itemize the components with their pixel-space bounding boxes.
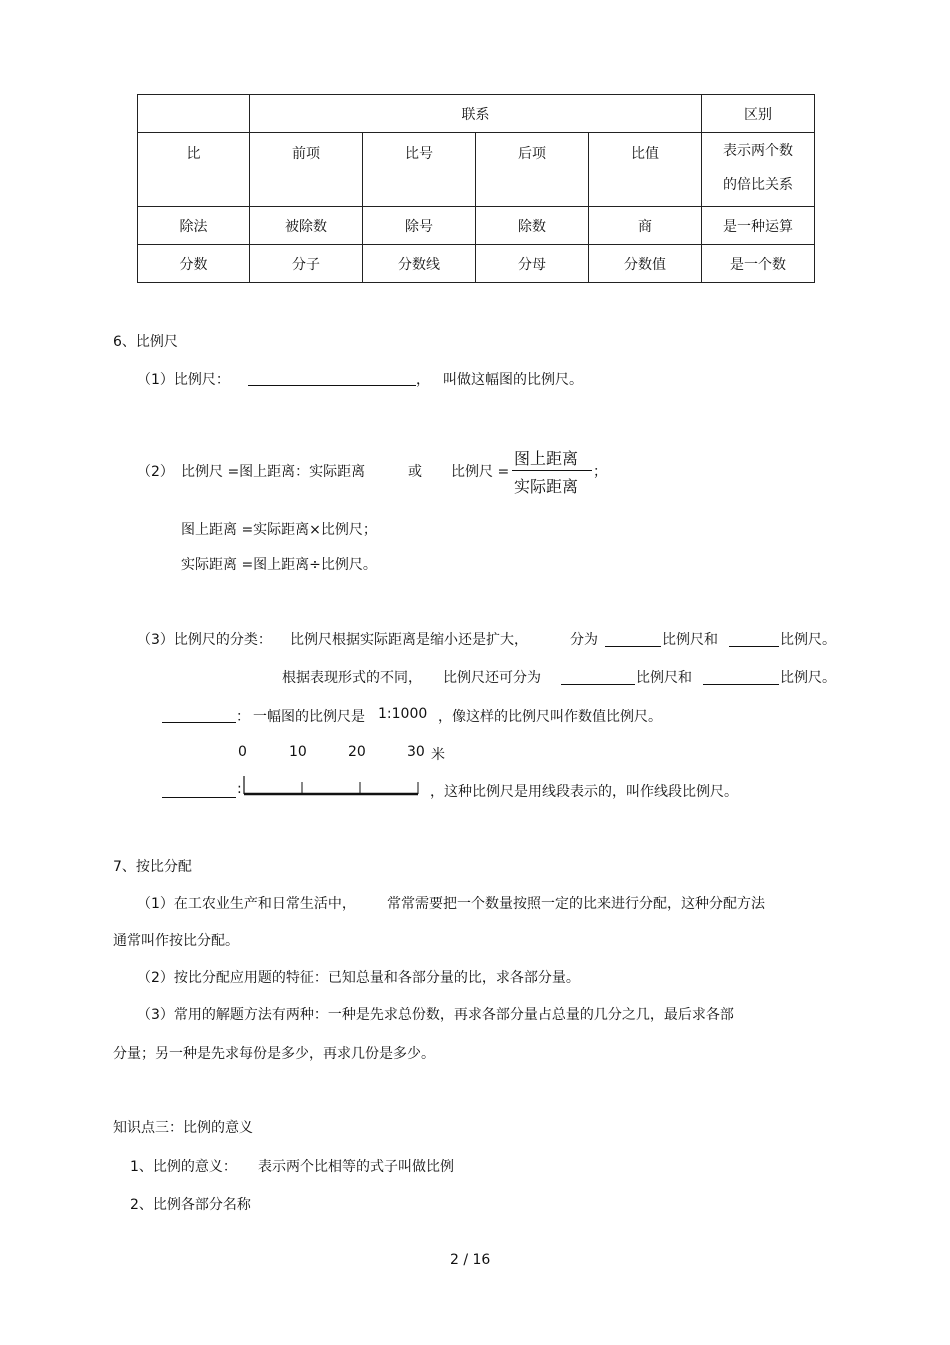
table-cell: 比 [138,133,250,207]
section7-p1a: （1）在工农业生产和日常生活中， [137,896,356,912]
blank-line[interactable] [162,797,236,798]
table-cell: 是一个数 [702,245,815,283]
table-cell-difference [702,133,815,207]
blank-line[interactable] [162,722,236,723]
section7-p3a: （3）常用的解题方法有两种：一种是先求总份数，再求各部分量占总量的几分之几，最后求各部 [137,1007,734,1023]
section6-p2-or: 或 [408,464,422,480]
section6-p3b-end: 比例尺。 [780,670,836,686]
formula-map-distance: 图上距离 =实际距离×比例尺； [181,522,377,538]
blank-line[interactable] [561,684,635,685]
blank-line[interactable] [248,385,416,386]
table-cell: 前项 [250,133,363,207]
blank-line[interactable] [605,646,661,647]
table-cell: 比号 [363,133,476,207]
table-header-difference: 区别 [702,95,815,133]
section6-p3b-and: 比例尺和 [636,670,692,686]
knowledge3-item2: 2、比例各部分名称 [130,1197,251,1213]
table-cell: 分数值 [589,245,702,283]
section7-p1b: 常常需要把一个数量按照一定的比来进行分配，这种分配方法 [387,896,765,912]
blank-line[interactable] [703,684,779,685]
scale-tick-label: 0 [238,744,247,760]
scale-tick-label: 20 [348,744,366,760]
section6-p2-formula: 比例尺 =图上距离：实际距离 [181,464,366,480]
section6-p3-and: 比例尺和 [662,632,718,648]
scale-unit: 米 [431,747,445,763]
table-cell: 是一种运算 [702,207,815,245]
section6-p3b-split: 比例尺还可分为 [443,670,541,686]
table-cell: 分子 [250,245,363,283]
knowledge3-item1-label: 1、比例的意义： [130,1159,237,1175]
linear-text: ，这种比例尺是用线段表示的，叫作线段比例尺。 [430,784,738,800]
section7-p2: （2）按比分配应用题的特征：已知总量和各部分量的比，求各部分量。 [137,970,580,986]
blank-line[interactable] [729,646,779,647]
section7-p3b: 分量；另一种是先求每份是多少，再求几份是多少。 [113,1046,435,1062]
fraction-bar [512,470,592,471]
knowledge3-item1-text: 表示两个比相等的式子叫做比例 [258,1159,454,1175]
table-cell: 分数 [138,245,250,283]
section6-p1-text: 叫做这幅图的比例尺。 [443,372,583,388]
table-cell: 除法 [138,207,250,245]
table-cell: 后项 [476,133,589,207]
table-header-empty [138,95,250,133]
numeric-text: 一幅图的比例尺是 [253,709,365,725]
table-row [138,133,815,207]
section6-title: 6、比例尺 [113,334,178,350]
scale-tick-label: 30 [407,744,425,760]
table-cell: 除号 [363,207,476,245]
table-cell: 分数线 [363,245,476,283]
section6-p2-label: （2） [137,464,174,480]
numeric-colon: ： [236,709,250,725]
formula-actual-distance: 实际距离 =图上距离÷比例尺。 [181,557,377,573]
difference-line-1: 表示两个数 [723,143,793,159]
table-cell: 商 [589,207,702,245]
section6-p2-lhs: 比例尺 = [451,464,510,480]
section6-p3-label: （3）比例尺的分类： [137,632,272,648]
section7-title: 7、按比分配 [113,859,192,875]
section6-p2-end: ； [593,464,607,480]
fraction-denominator: 实际距离 [514,477,579,496]
table-cell: 被除数 [250,207,363,245]
table-cell: 比值 [589,133,702,207]
numeric-end: ，像这样的比例尺叫作数值比例尺。 [438,709,662,725]
scale-tick-label: 10 [289,744,307,760]
section6-p1-comma: ， [416,372,430,388]
section6-p3-text: 比例尺根据实际距离是缩小还是扩大， [290,632,528,648]
table-row [138,245,815,283]
numeric-ratio: 1:1000 [378,706,428,722]
table-cell: 除数 [476,207,589,245]
comparison-table [137,94,815,283]
table-row [138,207,815,245]
section6-p3-end: 比例尺。 [780,632,836,648]
table-header-relation: 联系 [250,95,702,133]
section6-p3-split: 分为 [570,632,598,648]
section7-p1c: 通常叫作按比分配。 [113,933,239,949]
page-number: 2 / 16 [450,1252,491,1268]
difference-line-2: 的倍比关系 [723,177,793,193]
section6-p3b-text: 根据表现形式的不同， [282,670,422,686]
linear-scale-bar [240,774,422,798]
fraction-numerator: 图上距离 [514,449,579,468]
knowledge3-title: 知识点三：比例的意义 [113,1120,253,1136]
table-cell: 分母 [476,245,589,283]
section6-p1-label: （1）比例尺： [137,372,230,388]
linear-colon: : [237,781,242,797]
